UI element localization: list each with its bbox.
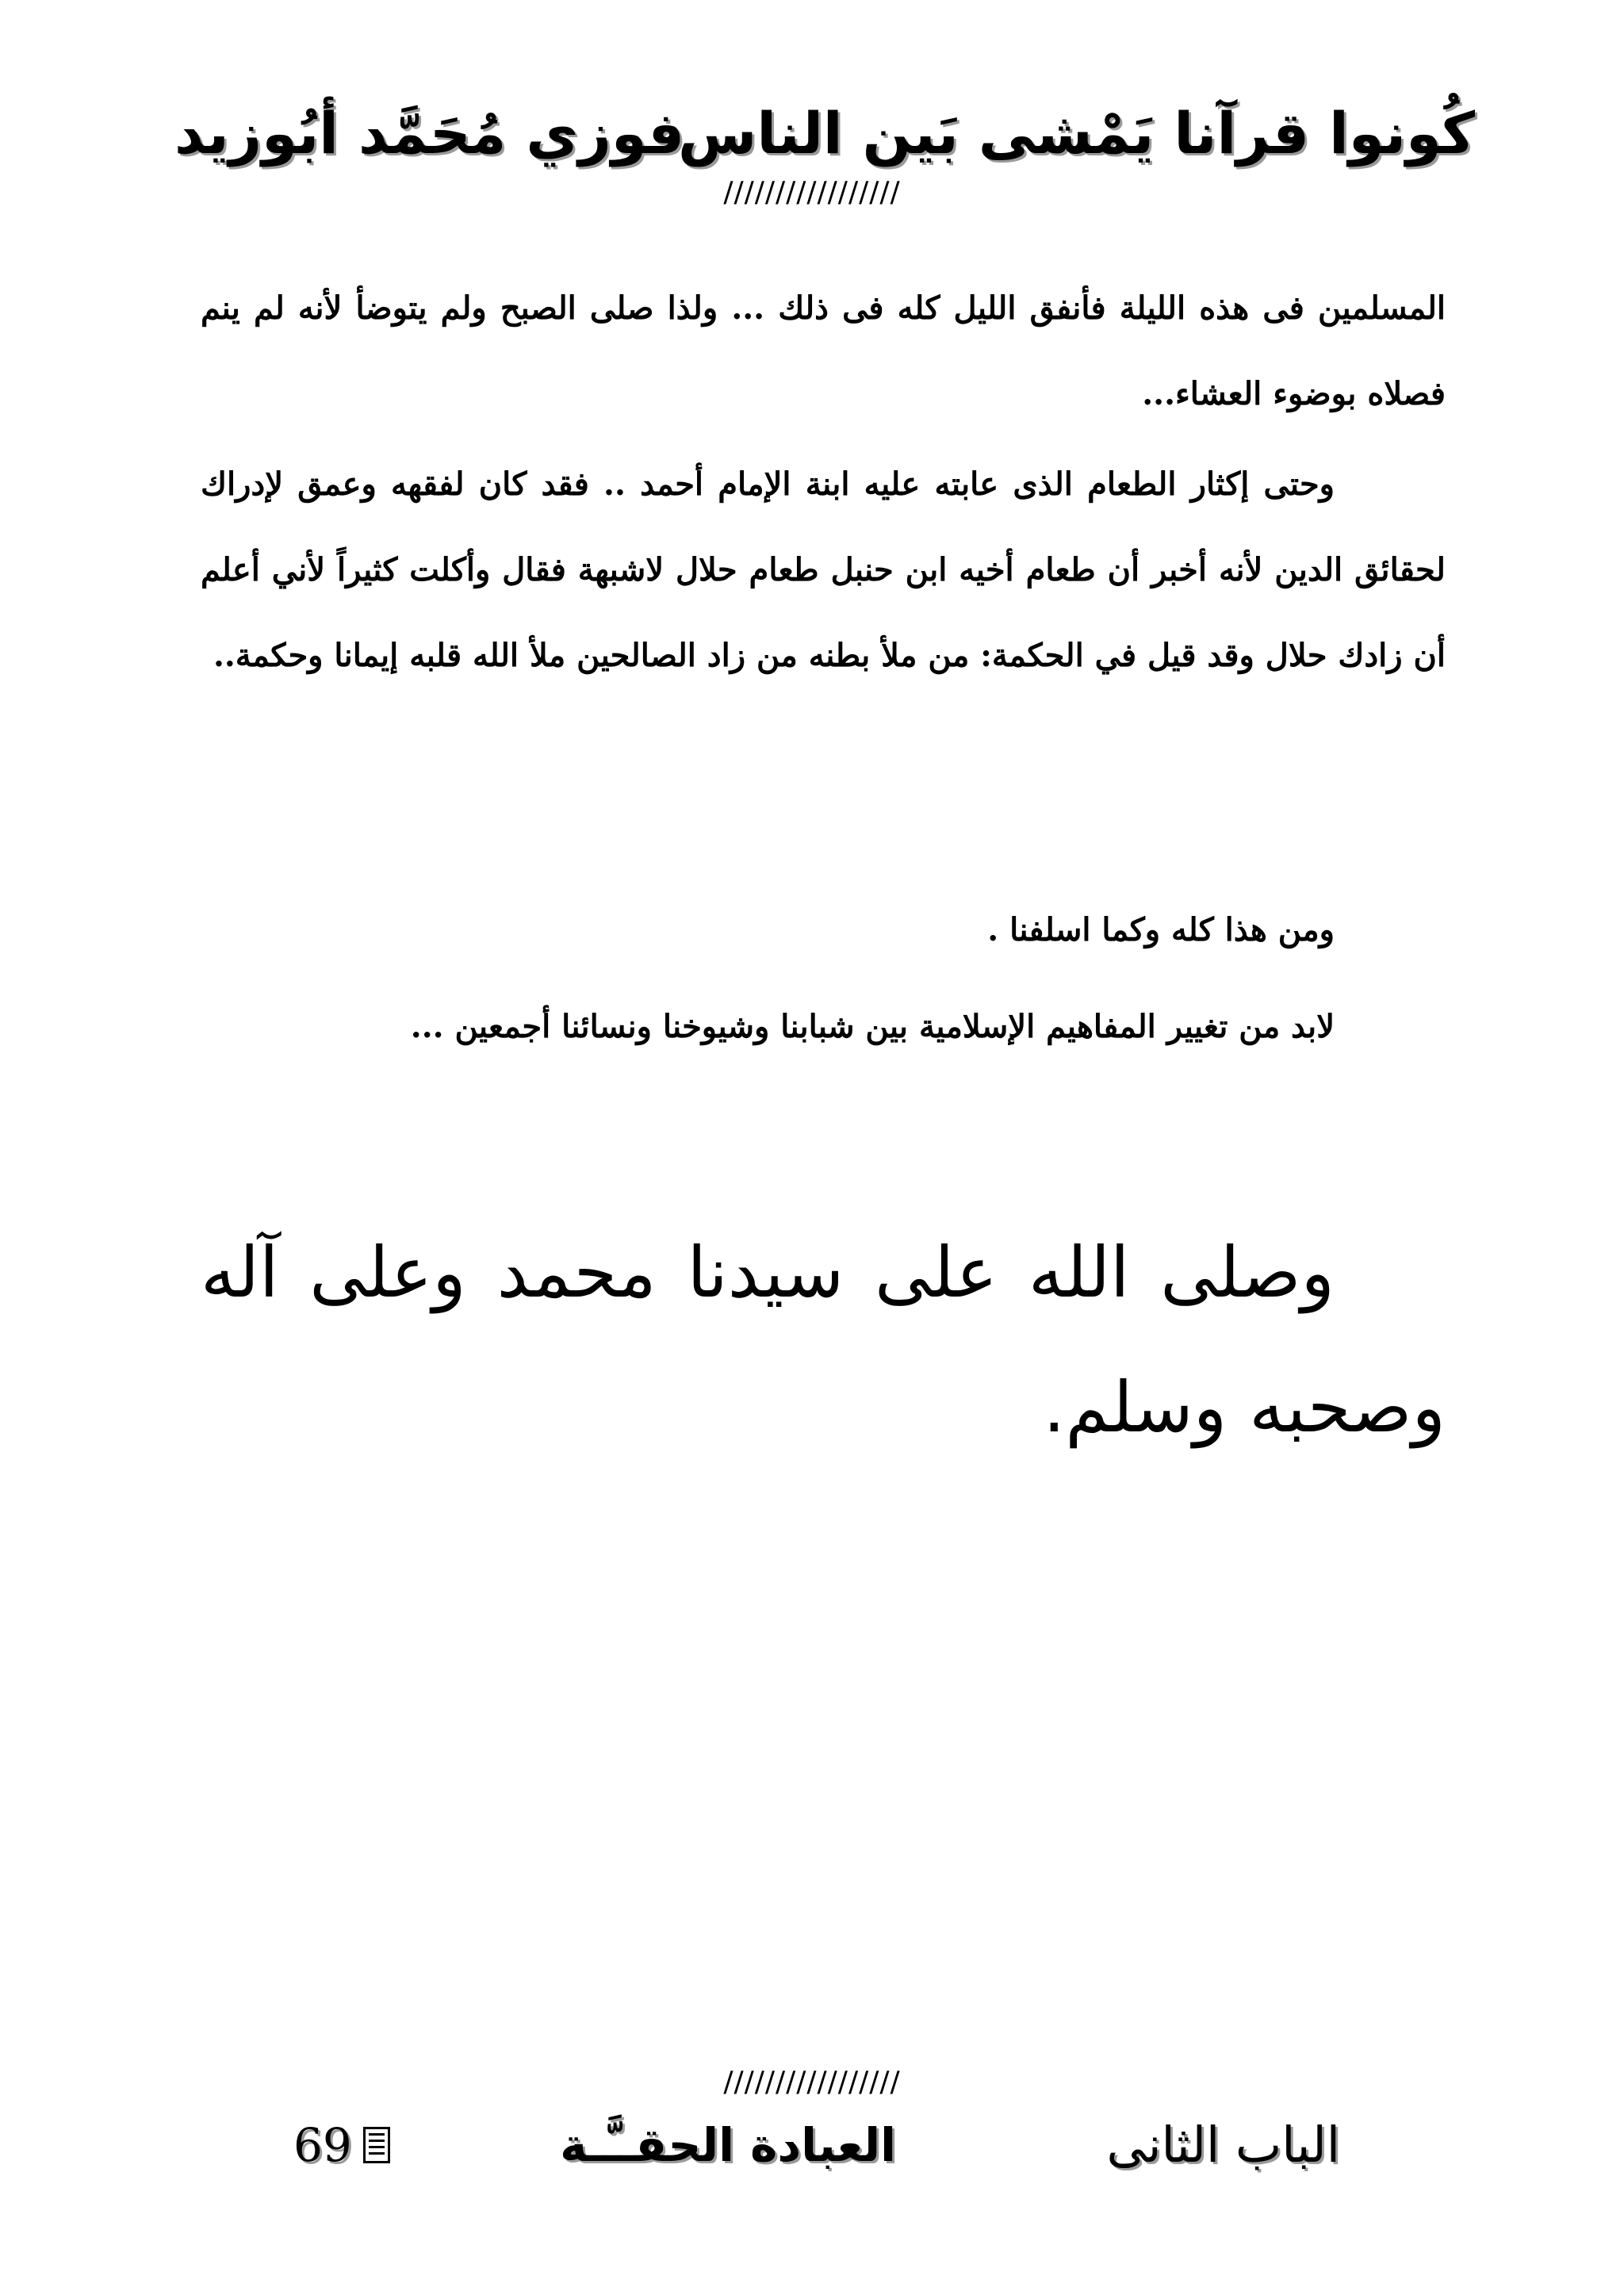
- footer-separator: /////////////////: [723, 2066, 901, 2098]
- chapter-label: الباب الثانى: [1106, 2116, 1340, 2174]
- section-title: العبادة الحقــَّـة: [560, 2118, 896, 2172]
- header-separator: /////////////////: [723, 176, 901, 209]
- paragraph-1: المسلمين فى هذه الليلة فأنفق الليل كله فى ذلك ... ولذا صلى الصبح ولم يتوضأ لأنه لم ينم فصلاه بوضوء العشاء...: [201, 289, 1446, 412]
- page-number: 69: [293, 2118, 352, 2172]
- book-title: كُونوا قرآنا يَمْشى بَين الناس: [678, 100, 1475, 167]
- book-icon: [363, 2127, 390, 2163]
- paragraph-2: وحتى إكثار الطعام الذى عابته عليه ابنة الإمام أحمد .. فقد كان لفقهه وعمق لإدراك لحقائق الدين لأنه أخبر أن طعام أخيه ابن حنبل طعام حلال لاشبهة فقال وأكلت كثيراً لأني أعلم أن زادك حلال وقد قيل في الحكمة: من ملأ بطنه من زاد الصالحين ملأ الله قلبه إيمانا وحكمة..: [201, 465, 1446, 674]
- paragraph-4: لابد من تغيير المفاهيم الإسلامية بين شبابنا وشيوخنا ونسائنا أجمعين ...: [410, 1008, 1335, 1045]
- page-footer: [293, 2109, 1340, 2189]
- page-header: [159, 94, 1475, 181]
- paragraph-3: ومن هذا كله وكما اسلفنا .: [987, 911, 1335, 948]
- author-name: فوزي مُحَمَّد أبُوزيد: [174, 100, 685, 167]
- page-number-group: [293, 2109, 390, 2181]
- closing-prayer: وصلى الله على سيدنا محمد وعلى آله وصحبه وسلم.: [201, 1232, 1446, 1448]
